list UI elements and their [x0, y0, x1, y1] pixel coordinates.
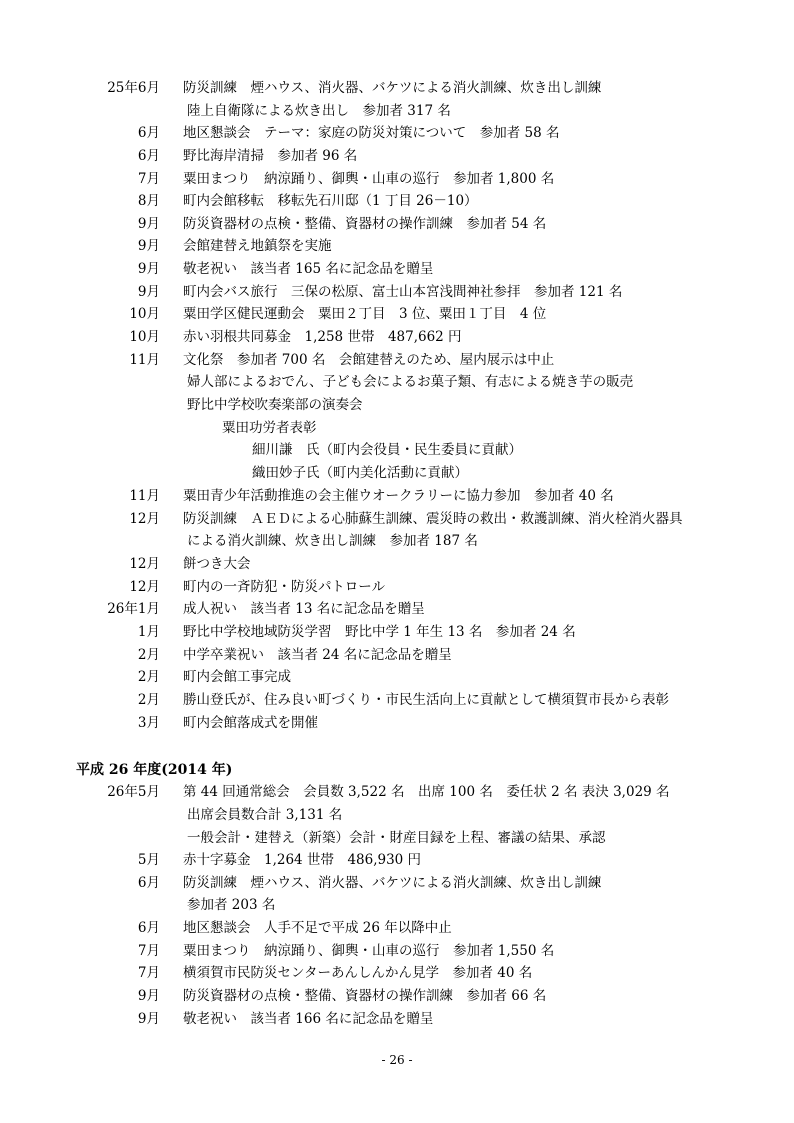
event-date: 10月	[129, 329, 160, 345]
event-text: 会館建替え地鎮祭を実施	[183, 238, 332, 254]
event-row	[0, 1008, 794, 1030]
event-row	[0, 598, 794, 620]
award-recipient: 織田妙子氏（町内美化活動に貢献）	[252, 465, 468, 481]
event-text: 野比海岸清掃 参加者 96 名	[183, 148, 358, 164]
event-row	[0, 917, 794, 939]
event-row-continuation	[0, 894, 794, 916]
event-date: 26年5月	[107, 784, 160, 800]
event-text: 防災資器材の点検・整備、資器材の操作訓練 参加者 66 名	[183, 988, 547, 1004]
event-date: 9月	[137, 238, 160, 254]
event-date: 25年6月	[107, 80, 160, 96]
event-text: 防災資器材の点検・整備、資器材の操作訓練 参加者 54 名	[183, 216, 547, 232]
event-row-continuation	[0, 100, 794, 122]
event-date: 2月	[137, 647, 160, 663]
event-date: 6月	[137, 875, 160, 891]
event-date: 8月	[137, 193, 160, 209]
event-text: 一般会計・建替え（新築）会計・財産目録を上程、審議の結果、承認	[187, 830, 606, 846]
event-text: 第 44 回通常総会 会員数 3,522 名 出席 100 名 委任状 2 名 表決 3,029 名	[183, 784, 670, 800]
event-text: 餅つき大会	[183, 556, 251, 572]
event-text: 町内会バス旅行 三保の松原、富士山本宮浅間神社参拝 参加者 121 名	[183, 284, 623, 300]
event-row	[0, 326, 794, 348]
event-date: 9月	[137, 261, 160, 277]
event-date: 7月	[137, 943, 160, 959]
event-date: 1月	[137, 624, 160, 640]
event-row	[0, 190, 794, 212]
event-date: 9月	[137, 988, 160, 1004]
event-row-continuation	[0, 371, 794, 393]
event-text: 野比中学校地域防災学習 野比中学 1 年生 13 名 参加者 24 名	[183, 624, 576, 640]
event-row	[0, 962, 794, 984]
event-date: 6月	[137, 920, 160, 936]
event-text: 文化祭 参加者 700 名 会館建替えのため、屋内展示は中止	[183, 352, 555, 368]
event-date: 2月	[137, 669, 160, 685]
event-row	[0, 235, 794, 257]
event-text: 野比中学校吹奏楽部の演奏会	[187, 397, 363, 413]
event-text: 成人祝い 該当者 13 名に記念品を贈呈	[183, 601, 425, 617]
event-text: 地区懇談会 人手不足で平成 26 年以降中止	[183, 920, 452, 936]
event-date: 10月	[129, 306, 160, 322]
event-text: 陸上自衛隊による炊き出し 参加者 317 名	[187, 103, 451, 119]
event-row	[0, 281, 794, 303]
event-text: 横須賀市民防災センターあんしんかん見学 参加者 40 名	[183, 965, 533, 981]
event-date: 5月	[137, 852, 160, 868]
event-text: 赤十字募金 1,264 世帯 486,930 円	[183, 852, 422, 868]
event-row-continuation	[0, 804, 794, 826]
event-text: 地区懇談会 テーマ：家庭の防災対策について 参加者 58 名	[183, 125, 560, 141]
event-text: 粟田学区健民運動会 粟田２丁目 3 位、粟田１丁目 4 位	[183, 306, 547, 322]
event-row-continuation	[0, 827, 794, 849]
event-text: 中学卒業祝い 該当者 24 名に記念品を贈呈	[183, 647, 452, 663]
award-recipient-row	[0, 439, 794, 461]
event-text: 敬老祝い 該当者 165 名に記念品を贈呈	[183, 261, 434, 277]
event-row	[0, 303, 794, 325]
event-text: 粟田まつり 納涼踊り、御輿・山車の巡行 参加者 1,800 名	[183, 171, 555, 187]
event-row	[0, 508, 794, 530]
event-row	[0, 985, 794, 1007]
event-date: 3月	[137, 715, 160, 731]
event-text: 粟田青少年活動推進の会主催ウオークラリーに協力参加 参加者 40 名	[183, 488, 614, 504]
event-row	[0, 689, 794, 711]
event-date: 11月	[129, 488, 160, 504]
event-date: 9月	[137, 284, 160, 300]
event-row	[0, 168, 794, 190]
event-row	[0, 666, 794, 688]
award-heading-row	[0, 417, 794, 439]
event-date: 7月	[137, 171, 160, 187]
event-text: による消火訓練、炊き出し訓練 参加者 187 名	[187, 533, 478, 549]
event-text: 町内の一斉防犯・防災パトロール	[183, 579, 385, 595]
event-row	[0, 213, 794, 235]
award-recipient-row	[0, 462, 794, 484]
event-row	[0, 77, 794, 99]
award-heading: 粟田功労者表彰	[222, 420, 317, 436]
event-text: 防災訓練 煙ハウス、消火器、バケツによる消火訓練、炊き出し訓練	[183, 80, 602, 96]
event-text: 町内会館移転 移転先石川邸（1 丁目 26－10）	[183, 193, 478, 209]
event-date: 26年1月	[107, 601, 160, 617]
fiscal-year-heading: 平成 26 年度(2014 年)	[76, 762, 233, 778]
event-row	[0, 940, 794, 962]
event-text: 防災訓練 煙ハウス、消火器、バケツによる消火訓練、炊き出し訓練	[183, 875, 602, 891]
event-date: 9月	[137, 1011, 160, 1027]
event-row	[0, 485, 794, 507]
event-row	[0, 781, 794, 803]
event-date: 6月	[137, 125, 160, 141]
event-date: 11月	[129, 352, 160, 368]
event-text: 参加者 203 名	[187, 897, 276, 913]
event-date: 9月	[137, 216, 160, 232]
event-row-continuation	[0, 530, 794, 552]
event-date: 6月	[137, 148, 160, 164]
event-row	[0, 621, 794, 643]
event-text: 粟田まつり 納涼踊り、御輿・山車の巡行 参加者 1,550 名	[183, 943, 555, 959]
event-row	[0, 145, 794, 167]
event-date: 7月	[137, 965, 160, 981]
event-text: 婦人部によるおでん、子ども会によるお菓子類、有志による焼き芋の販売	[187, 374, 634, 390]
event-row	[0, 122, 794, 144]
event-row	[0, 849, 794, 871]
event-text: 出席会員数合計 3,131 名	[187, 807, 343, 823]
event-row-continuation	[0, 394, 794, 416]
event-row	[0, 258, 794, 280]
event-text: 敬老祝い 該当者 166 名に記念品を贈呈	[183, 1011, 434, 1027]
event-row	[0, 872, 794, 894]
page-number: - 26 -	[381, 1053, 413, 1067]
event-text: 町内会館工事完成	[183, 669, 291, 685]
event-text: 赤い羽根共同募金 1,258 世帯 487,662 円	[183, 329, 462, 345]
award-recipient: 細川謙 氏（町内会役員・民生委員に貢献）	[252, 442, 522, 458]
event-date: 12月	[129, 579, 160, 595]
event-date: 12月	[129, 556, 160, 572]
event-row	[0, 576, 794, 598]
event-date: 2月	[137, 692, 160, 708]
event-row	[0, 712, 794, 734]
event-text: 防災訓練 ＡＥＤによる心肺蘇生訓練、震災時の救出・救護訓練、消火栓消火器具	[183, 511, 683, 527]
event-row	[0, 553, 794, 575]
event-row	[0, 349, 794, 371]
event-date: 12月	[129, 511, 160, 527]
event-text: 勝山登氏が、住み良い町づくり・市民生活向上に貢献として横須賀市長から表彰	[183, 692, 669, 708]
event-row	[0, 644, 794, 666]
event-text: 町内会館落成式を開催	[183, 715, 318, 731]
